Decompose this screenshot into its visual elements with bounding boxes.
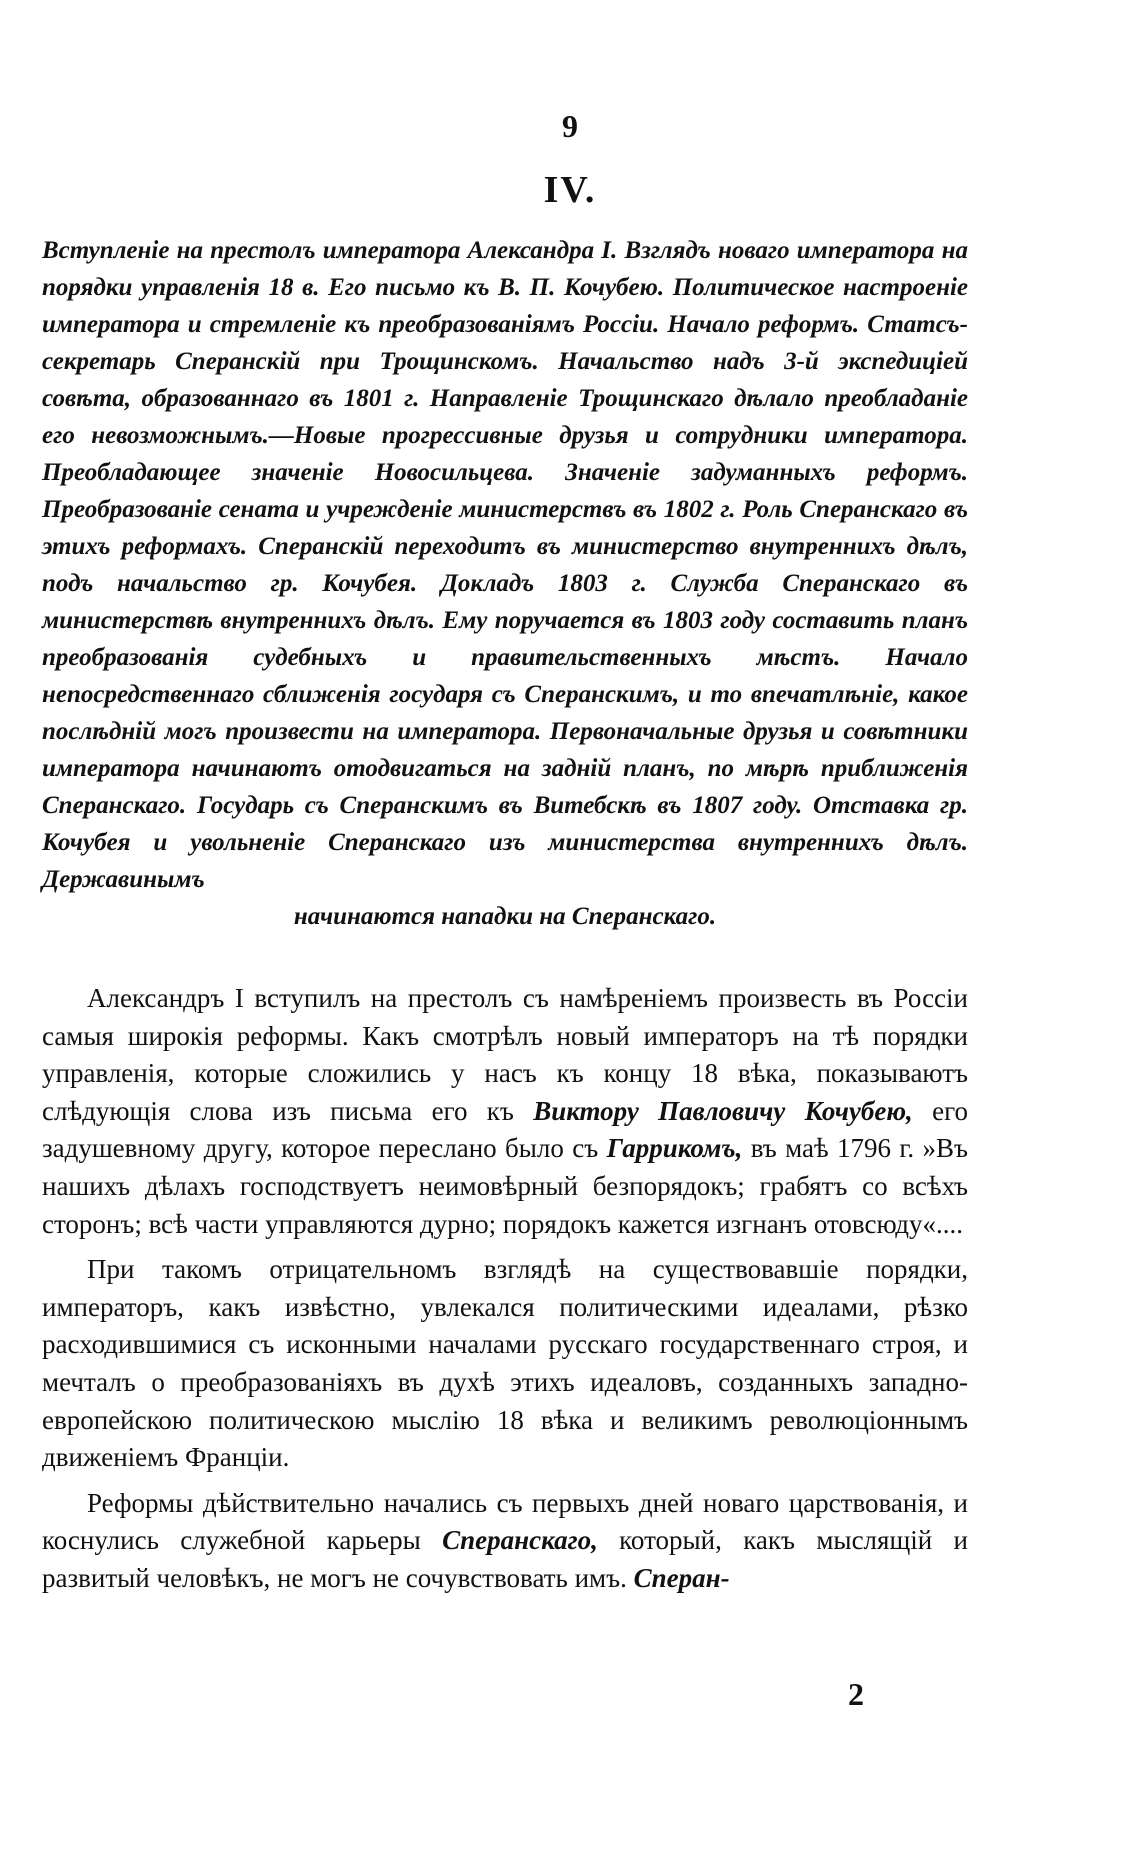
chapter-heading: IV. <box>543 169 597 211</box>
body-text <box>42 980 968 1606</box>
paragraph-1-name: Виктору Павловичу Кочубею, <box>533 1095 913 1126</box>
paragraph-1-text-a: Александръ I вступилъ на престолъ съ намѣреніемъ произвесть въ Россіи самыя широкія реформы. Какъ смотрѣлъ новый императоръ на тѣ порядки управленія, которые сложились у насъ къ концу 18 вѣка, показываютъ слѣдующія слова изъ письма его къ <box>42 983 968 1126</box>
paragraph-3 <box>42 1485 968 1598</box>
paragraph-2: При такомъ отрицательномъ взглядѣ на существовавшіе порядки, императоръ, какъ извѣстно, увлекался политическими идеалами, рѣзко расходившимися съ исконными началами русскаго государственнаго строя, и мечталъ о преобразованіяхъ въ духѣ этихъ идеаловъ, созданныхъ западно-европейскою политическою мыслію 18 вѣка и великимъ революціоннымъ движеніемъ Франціи. <box>42 1254 968 1473</box>
paragraph-1-text-b: его задушевному другу, которое переслано было съ <box>42 1095 968 1164</box>
signature-mark: 2 <box>848 1676 864 1712</box>
chapter-summary <box>42 232 968 935</box>
summary-text: Вступленіе на престолъ императора Александра I. Взглядъ новаго императора на порядки управленія 18 в. Его письмо къ В. П. Кочубею. Политическое настроеніе императора и стремленіе къ преобразованіямъ Россіи. Начало реформъ. Статсъ-секретарь Сперанскій при Трощинскомъ. Начальство надъ 3-й экспедиціей совѣта, образованнаго въ 1801 г. Направленіе Трощинскаго дѣлало преобладаніе его невозможнымъ.—Новые прогрессивные друзья и сотрудники императора. Преобладающее значеніе Новосильцева. Значеніе задуманныхъ реформъ. Преобразованіе сената и учрежденіе министерствъ въ 1802 г. Роль Сперанскаго въ этихъ реформахъ. Сперанскій переходитъ въ министерство внутреннихъ дѣлъ, подъ начальство гр. Кочубея. Докладъ 1803 г. Служба Сперанскаго въ министерствѣ внутреннихъ дѣлъ. Ему поручается въ 1803 году составить планъ преобразованія судебныхъ и правительственныхъ мѣстъ. Начало непосредственнаго сближенія государя съ Сперанскимъ, и то впечатлѣніе, какое послѣдній могъ произвести на императора. Первоначальные друзья и совѣтники императора начинаютъ отодвигаться на задній планъ, по мѣрѣ приближенія Сперанскаго. Государь съ Сперанскимъ въ Витебскѣ въ 1807 году. Отставка гр. Кочубея и увольненіе Сперанскаго изъ министерства внутреннихъ дѣлъ. Державинымъ <box>42 237 968 893</box>
paragraph-1-text-c: въ маѣ 1796 г. »Въ нашихъ дѣлахъ господствуетъ неимовѣрный безпорядокъ; грабятъ со всѣхъ сторонъ; всѣ части управляются дурно; порядокъ кажется изгнанъ отовсюду«.... <box>42 1133 968 1239</box>
paragraph-3-text-a: Реформы дѣйствительно начались съ первыхъ дней новаго царствованія, и коснулись служебной карьеры <box>42 1487 968 1556</box>
summary-last-line: начинаются нападки на Сперанскаго. <box>293 903 717 930</box>
paragraph-1 <box>42 980 968 1243</box>
paragraph-3-name-2: Сперан- <box>633 1562 730 1593</box>
paragraph-3-text-b: который, какъ мыслящій и развитый человѣкъ, не могъ не сочувствовать имъ. <box>42 1525 968 1593</box>
paragraph-3-name: Сперанскаго, <box>442 1525 598 1556</box>
paragraph-1-name-2: Гаррикомъ, <box>606 1133 743 1164</box>
page-number: 9 <box>562 108 578 144</box>
